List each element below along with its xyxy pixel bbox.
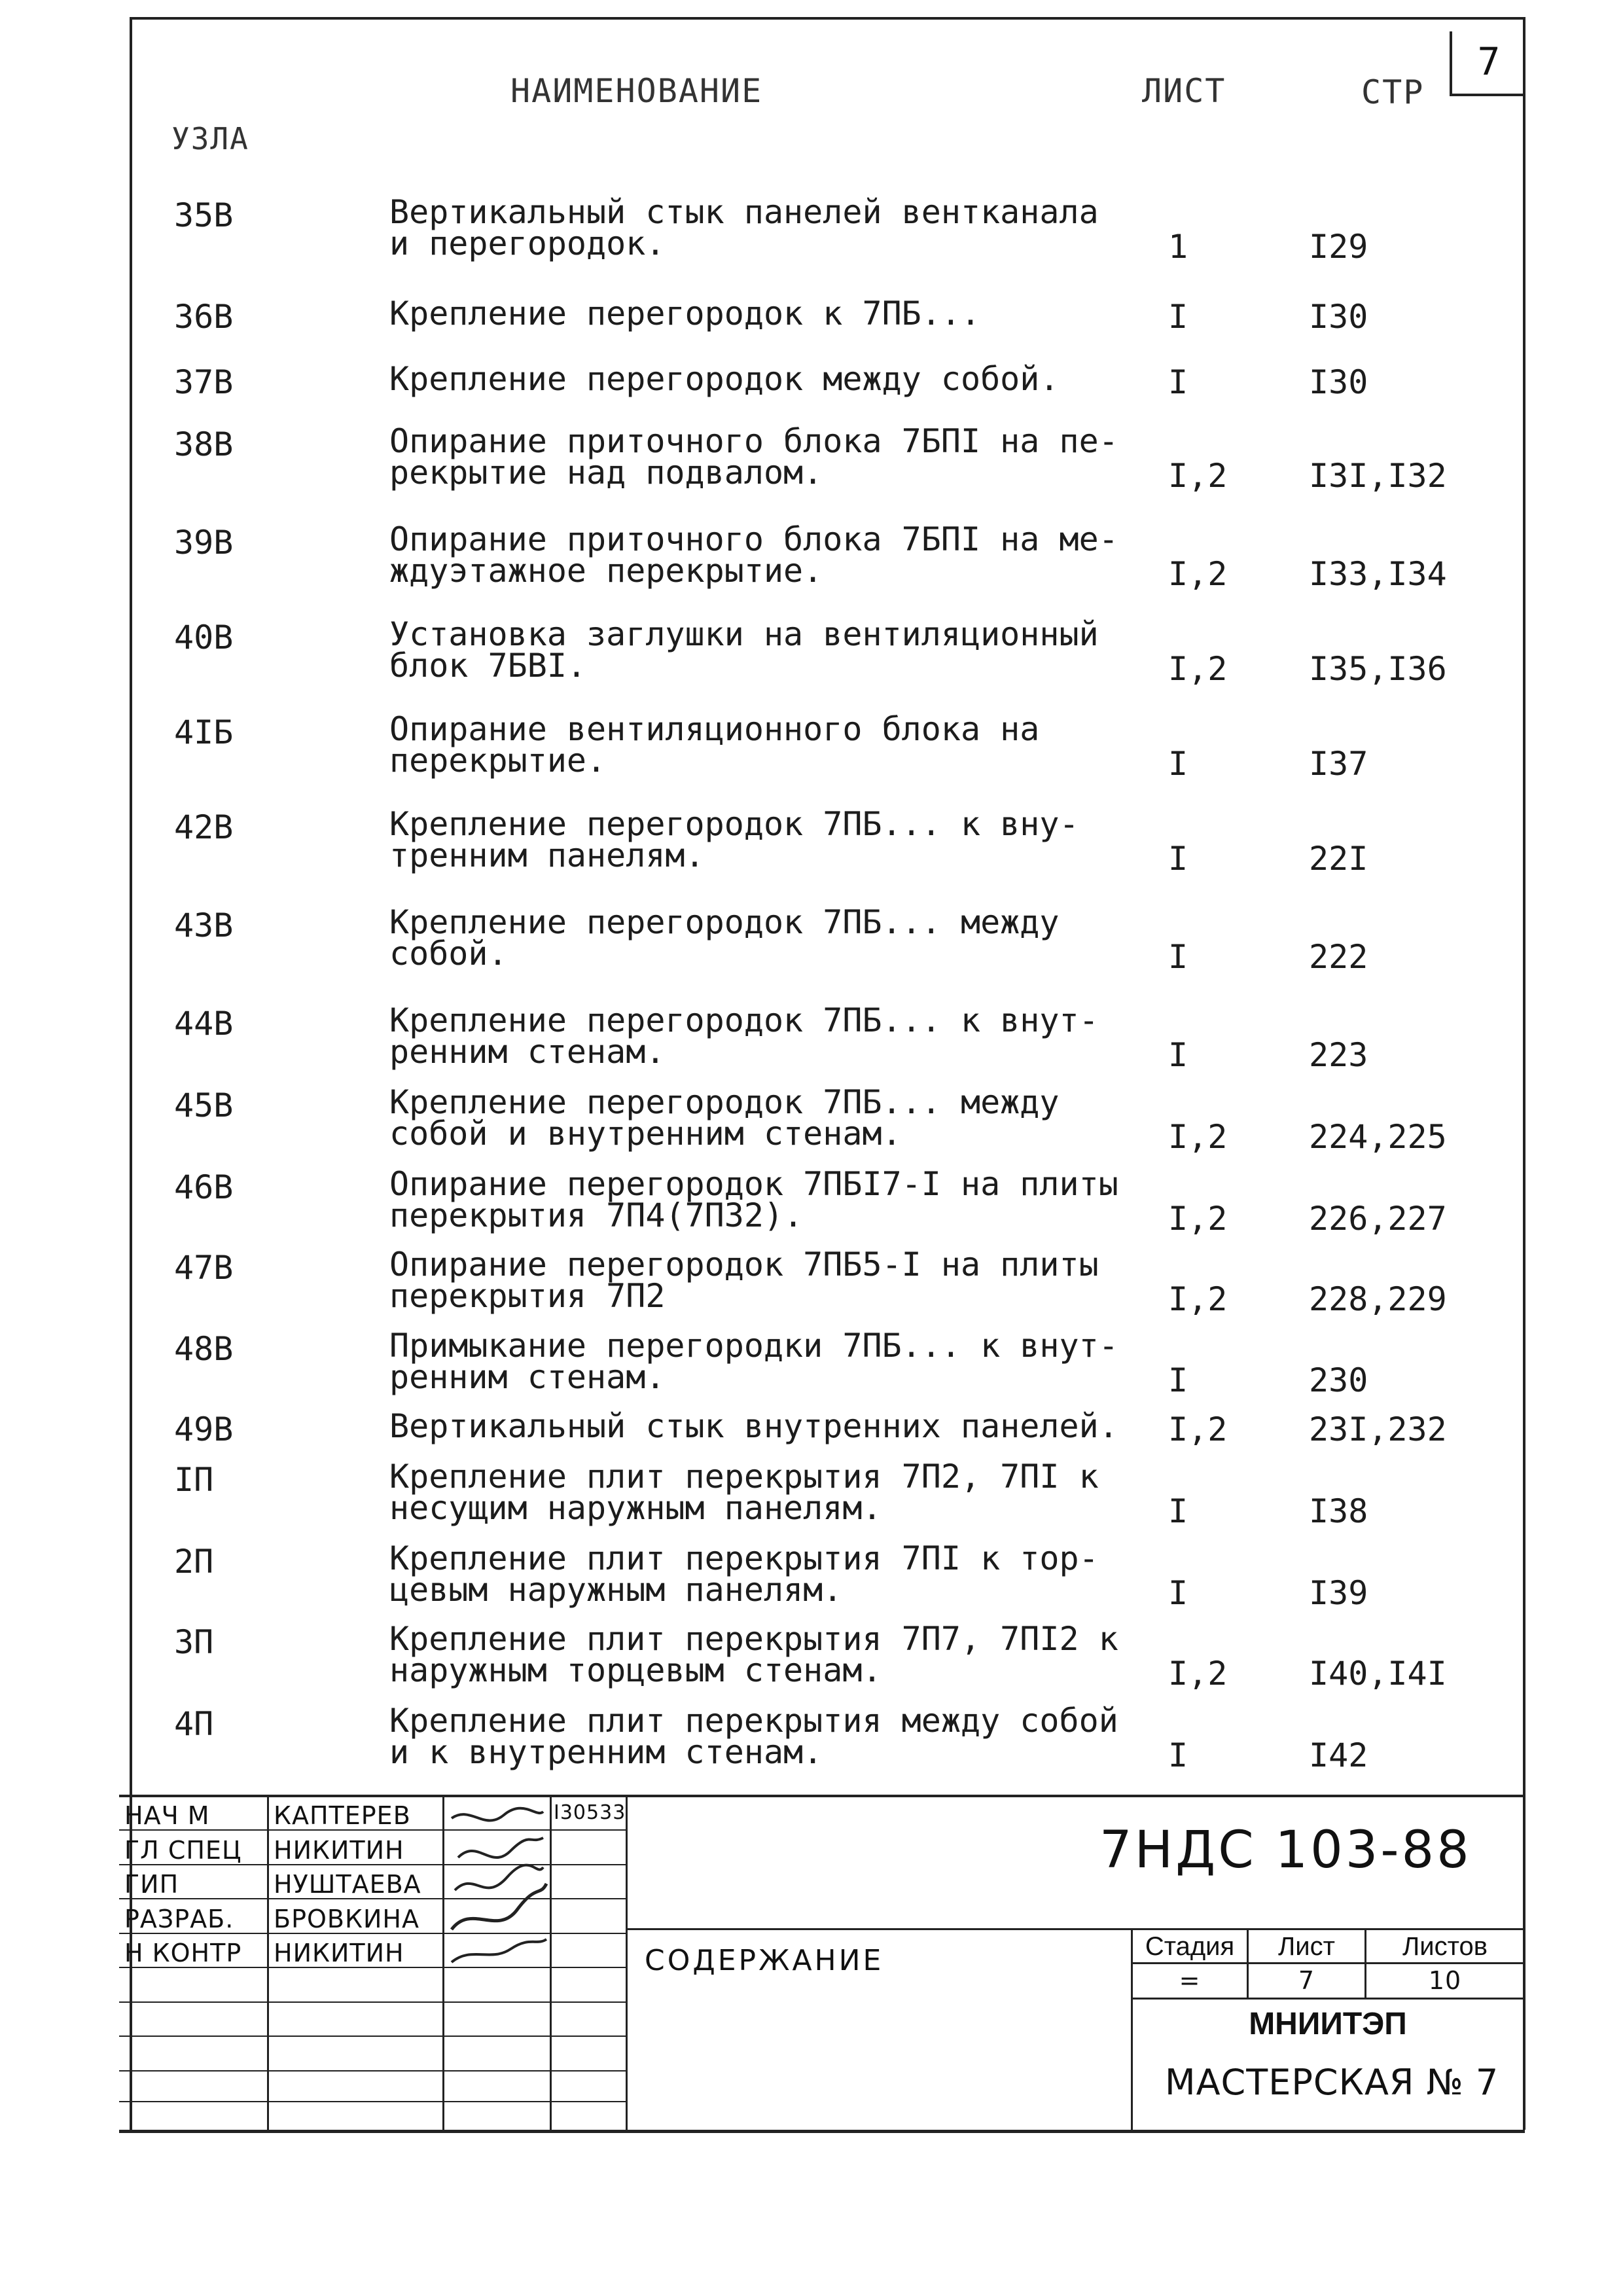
table-row [131, 1702, 1523, 1784]
node-sheet: I [1168, 1361, 1188, 1399]
header-name: НАИМЕНОВАНИЕ [510, 72, 763, 110]
table-row [131, 615, 1523, 697]
node-title-line-1: Крепление перегородок между собой. [389, 360, 1060, 398]
node-sheet: I [1168, 1492, 1188, 1530]
tb-hline-9 [119, 2101, 627, 2102]
tb-org-split [1131, 1998, 1525, 2000]
workshop-name: МАСТЕРСКАЯ № 7 [1165, 2062, 1499, 2103]
org-name: МНИИТЭП [1249, 2007, 1407, 2041]
header-sheet: ЛИСТ [1142, 72, 1226, 110]
tb-vline-4 [626, 1795, 628, 2130]
node-page: I33,I34 [1309, 555, 1447, 593]
node-code: 35В [174, 196, 234, 234]
node-sheet: I,2 [1168, 1655, 1228, 1693]
tb-top-line [119, 1795, 1525, 1797]
table-row [131, 1083, 1523, 1165]
node-code: 48В [174, 1330, 234, 1368]
node-sheet: I,2 [1168, 1410, 1228, 1448]
name-2: НУШТАЕВА [274, 1870, 421, 1899]
node-title-line-2: собой. [389, 935, 508, 973]
sheet-label: Лист [1278, 1932, 1335, 1961]
node-title [389, 1327, 1332, 1396]
node-code: 2П [174, 1543, 214, 1581]
node-code: 44В [174, 1005, 234, 1043]
node-title-line-2: и к внутренним стенам. [389, 1733, 823, 1771]
node-title-line-1: Вертикальный стык панелей вентканала [389, 193, 1099, 231]
node-page: 224,225 [1309, 1118, 1447, 1156]
node-title [389, 1702, 1332, 1771]
node-sheet: I [1168, 745, 1188, 783]
node-sheet: I [1168, 363, 1188, 401]
node-sheet: I [1168, 298, 1188, 336]
node-sheet: I [1168, 840, 1188, 878]
node-page: I35,I36 [1309, 650, 1447, 688]
node-page: I3I,I32 [1309, 457, 1447, 495]
table-row [131, 422, 1523, 504]
stage-value: = [1179, 1966, 1201, 1995]
node-code: 47В [174, 1249, 234, 1287]
node-title-line-1: Примыкание перегородки 7ПБ... к внут- [389, 1327, 1118, 1365]
name-4: НИКИТИН [274, 1939, 404, 1967]
tb-stage-split [1131, 1962, 1525, 1964]
node-title-line-2: перекрытия 7П4(7П32). [389, 1196, 804, 1234]
page-number: 7 [1477, 39, 1501, 84]
frame-top-border [131, 17, 1525, 20]
frame-right-border [1523, 17, 1525, 2130]
node-code: IП [174, 1461, 214, 1499]
node-title-line-1: Крепление плит перекрытия 7П2, 7ПI к [389, 1458, 1099, 1496]
node-title-line-1: Опирание приточного блока 7БПI на пе- [389, 422, 1118, 460]
node-code: 3П [174, 1623, 214, 1661]
node-code: 46В [174, 1168, 234, 1206]
node-page: I30 [1309, 363, 1368, 401]
node-title [389, 710, 1332, 780]
table-row [131, 1246, 1523, 1327]
node-code: 4П [174, 1705, 214, 1743]
table-row [131, 193, 1523, 275]
node-code: 43В [174, 906, 234, 944]
node-code: 36В [174, 298, 234, 336]
node-page: 223 [1309, 1036, 1368, 1074]
node-title-line-2: блок 7БВI. [389, 647, 587, 685]
stage-label: Стадия [1145, 1932, 1235, 1961]
node-sheet: I [1168, 1574, 1188, 1612]
node-code: 42В [174, 808, 234, 846]
node-title [389, 903, 1332, 973]
tb-hline-7 [119, 2036, 627, 2037]
node-title-line-1: Крепление перегородок 7ПБ... между [389, 1083, 1060, 1121]
name-0: КАПТЕРЕВ [274, 1801, 411, 1830]
node-code: 45В [174, 1086, 234, 1124]
node-title-line-2: несущим наружным панелям. [389, 1489, 882, 1527]
node-page: 22I [1309, 840, 1368, 878]
node-page: 23I,232 [1309, 1410, 1447, 1448]
node-page: I42 [1309, 1736, 1368, 1774]
node-code: 4IБ [174, 713, 234, 751]
table-row [131, 1539, 1523, 1621]
doc-code: 7НДС 103-88 [1099, 1821, 1472, 1880]
tb-hline-6 [119, 2001, 627, 2003]
signatures [445, 1799, 550, 1969]
node-code: 39В [174, 524, 234, 562]
node-title-line-2: ренним стенам. [389, 1358, 666, 1396]
tb-hline-8 [119, 2070, 627, 2072]
table-row [131, 1327, 1523, 1408]
table-row [131, 805, 1523, 887]
table-row [131, 1458, 1523, 1539]
node-title-line-1: Крепление перегородок к 7ПБ... [389, 295, 981, 332]
node-title [389, 1001, 1332, 1071]
node-title-line-2: собой и внутренним стенам. [389, 1115, 902, 1153]
node-sheet: I [1168, 1736, 1188, 1774]
node-title-line-1: Опирание перегородок 7ПБI7-I на плиты [389, 1165, 1118, 1203]
table-row [131, 1165, 1523, 1247]
name-1: НИКИТИН [274, 1836, 404, 1865]
node-title [389, 805, 1332, 874]
sheet-title: СОДЕРЖАНИЕ [645, 1944, 884, 1977]
node-title [389, 1539, 1332, 1609]
node-sheet: I [1168, 1036, 1188, 1074]
node-title-line-1: Крепление плит перекрытия между собой [389, 1702, 1118, 1740]
node-title-line-1: Вертикальный стык внутренних панелей. [389, 1407, 1118, 1445]
node-title-line-2: цевым наружным панелям. [389, 1571, 843, 1609]
tb-vline-3 [550, 1795, 552, 2130]
node-title-line-2: ренним стенам. [389, 1033, 666, 1071]
table-row [131, 1001, 1523, 1083]
node-title-line-1: Крепление плит перекрытия 7П7, 7ПI2 к [389, 1620, 1118, 1658]
role-4: Н КОНТР [124, 1939, 242, 1967]
tb-vline-1 [267, 1795, 269, 2130]
table-row [131, 1620, 1523, 1702]
node-page: I38 [1309, 1492, 1368, 1530]
node-code: 40В [174, 619, 234, 656]
node-title-line-1: Крепление перегородок 7ПБ... между [389, 903, 1060, 941]
node-sheet: I,2 [1168, 1118, 1228, 1156]
node-page: 230 [1309, 1361, 1368, 1399]
node-code: 49В [174, 1410, 234, 1448]
role-3: РАЗРАБ. [124, 1905, 234, 1933]
node-title-line-2: тренним панелям. [389, 836, 705, 874]
node-title-line-2: и перегородок. [389, 224, 666, 262]
sheets-label: Листов [1402, 1932, 1488, 1961]
tb-vline-2 [442, 1795, 444, 2130]
node-page: I29 [1309, 228, 1368, 266]
sheet-value: 7 [1298, 1966, 1315, 1995]
header-page: СТР [1361, 73, 1425, 111]
node-page: 228,229 [1309, 1280, 1447, 1318]
node-sheet: I [1168, 938, 1188, 976]
node-title-line-1: Крепление перегородок 7ПБ... к вну- [389, 805, 1079, 843]
node-page: I30 [1309, 298, 1368, 336]
node-title [389, 295, 1332, 332]
node-sheet: I,2 [1168, 457, 1228, 495]
node-title-line-1: Установка заглушки на вентиляционный [389, 615, 1099, 653]
node-title-line-2: наружным торцевым стенам. [389, 1651, 882, 1689]
node-sheet: 1 [1168, 228, 1188, 266]
role-2: ГИП [124, 1870, 179, 1899]
node-title-line-2: перекрытие. [389, 742, 607, 780]
node-title-line-2: рекрытие над подвалом. [389, 454, 823, 492]
table-row [131, 520, 1523, 602]
page-number-box [1450, 31, 1525, 96]
node-title-line-1: Опирание перегородок 7ПБ5-I на плиты [389, 1246, 1099, 1283]
node-sheet: I,2 [1168, 555, 1228, 593]
node-page: I39 [1309, 1574, 1368, 1612]
table-row [131, 710, 1523, 792]
node-title [389, 1458, 1332, 1527]
node-sheet: I,2 [1168, 650, 1228, 688]
node-title-line-2: ждуэтажное перекрытие. [389, 552, 823, 590]
node-page: I40,I4I [1309, 1655, 1447, 1693]
tb-bottom-line [119, 2130, 1525, 2133]
tb-main-split [627, 1928, 1525, 1930]
node-page: 222 [1309, 938, 1368, 976]
node-title-line-1: Опирание вентиляционного блока на [389, 710, 1040, 748]
node-code: 37В [174, 363, 234, 401]
name-3: БРОВКИНА [274, 1905, 419, 1933]
table-row [131, 903, 1523, 985]
inv-number: I30533 [554, 1801, 626, 1824]
role-0: НАЧ М [124, 1801, 210, 1830]
node-title [389, 193, 1332, 262]
node-page: I37 [1309, 745, 1368, 783]
node-code: 38В [174, 425, 234, 463]
node-page: 226,227 [1309, 1200, 1447, 1238]
role-1: ГЛ СПЕЦ [124, 1836, 242, 1865]
sheets-value: 10 [1428, 1966, 1462, 1995]
node-title-line-1: Крепление плит перекрытия 7ПI к тор- [389, 1539, 1099, 1577]
node-title [389, 360, 1332, 398]
node-title-line-1: Крепление перегородок 7ПБ... к внут- [389, 1001, 1099, 1039]
header-node: УЗЛА [171, 121, 249, 156]
node-title-line-2: перекрытия 7П2 [389, 1277, 666, 1315]
node-sheet: I,2 [1168, 1200, 1228, 1238]
node-sheet: I,2 [1168, 1280, 1228, 1318]
node-title-line-1: Опирание приточного блока 7БПI на ме- [389, 520, 1118, 558]
